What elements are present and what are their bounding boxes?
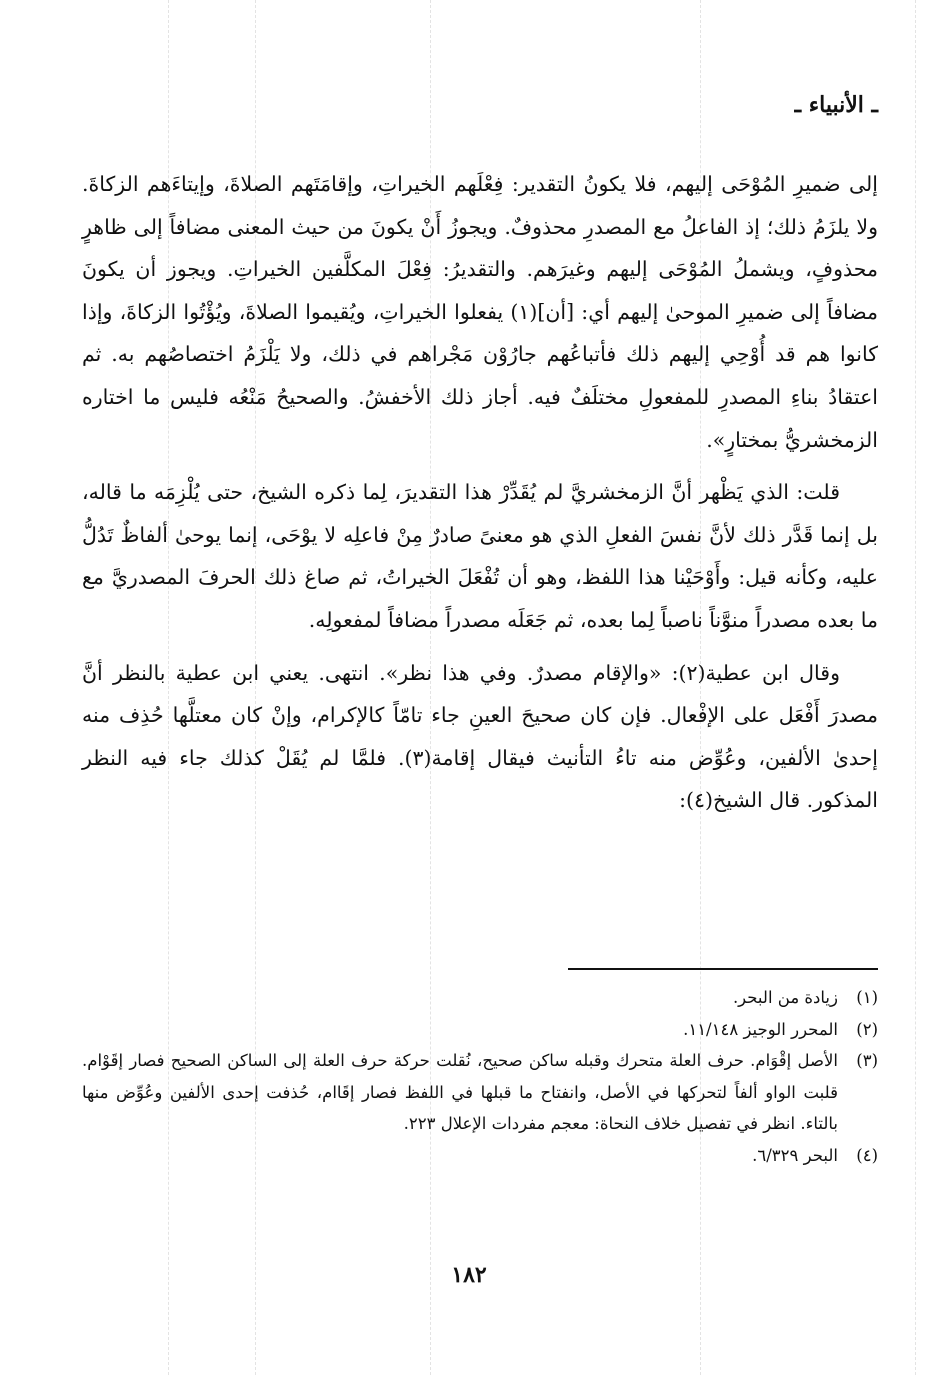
paragraph: وقال ابن عطية(٢): «والإقام مصدرٌ. وفي هذا نظر». انتهى. يعني ابن عطية بالنظر أنَّ مصدرَ أَفْعَل على الإفْعال. فإن كان صحيحَ العينِ جاء تامّاً كالإكرام، وإنْ كان معتلَّها حُذِف منه إحدىٰ الألفين، وعُوِّض منه تاءُ التأنيث فيقال إقامة(٣). فلمَّا لم يُقَلْ كذلك جاء فيه النظر المذكور. قال الشيخ(٤): [82, 660, 878, 813]
footnote-number: (٤) [856, 1145, 878, 1165]
footnote-number: (٣) [856, 1051, 878, 1070]
footnote [82, 1140, 878, 1172]
footnote-text: البحر ٦/٣٢٩. [752, 1145, 838, 1165]
footnote [82, 1045, 878, 1140]
running-header: ـ الأنبياء ـ [794, 92, 878, 118]
footnote-number: (١) [856, 988, 878, 1007]
footnote-number: (٢) [856, 1019, 878, 1039]
page-number: ١٨٢ [451, 1262, 487, 1288]
footnote-text: المحرر الوجيز ١١/١٤٨. [683, 1019, 838, 1039]
footnote [82, 1014, 878, 1046]
footnote-text: الأصل إقْوَام. حرف العلة متحرك وقبله ساكن صحيح، نُقلت حركة حرف العلة إلى الساكن الصحيح فصار إقَوْام. قلبت الواو ألفاً لتحركها في الأصل، وانفتاح ما قبلها في اللفظ فصار إقَاام، حُذفت إحدى الألفين وعُوِّض منها بالتاء. انظر في تفصيل خلاف النحاة: معجم مفردات الإعلال ٢٢٣. [82, 1051, 838, 1133]
footnote-separator [568, 968, 878, 970]
footnote [82, 982, 878, 1014]
paragraph: إلى ضميرِ المُوْحَى إليهم، فلا يكونُ التقدير: فِعْلَهم الخيراتِ، وإقامَتَهم الصلاةَ، وإيتاءَهم الزكاةَ. ولا يلزَمُ ذلك؛ إذ الفاعلُ مع المصدرِ محذوفٌ. ويجوزُ أَنْ يكونَ من حيث المعنى مضافاً إلى ظاهرٍ محذوفٍ، ويشملُ المُوْحَى إليهم وغيرَهم. والتقديرُ: فِعْلَ المكلَّفين الخيراتِ. ويجوز أن يكونَ مضافاً إلى ضميرِ الموحىٰ إليهم أي: [أن](١) يفعلوا الخيراتِ، ويُقيموا الصلاةَ، ويُؤْتُوا الزكاةَ، وإذا كانوا هم قد أُوْحِي إليهم ذلك فأتباعُهم جارُوْن مَجْراهم في ذلك، ولا يَلْزَمُ اختصاصُهم به. ثم اعتقادُ بناءِ المصدرِ للمفعولِ مختلَفٌ فيه. أجاز ذلك الأخفشُ. والصحيحُ مَنْعُه فليس ما اختاره الزمخشريُّ بمختارٍ». [82, 172, 878, 452]
footnotes [82, 982, 878, 1171]
footnote-text: زيادة من البحر. [732, 988, 838, 1007]
paragraph: قلت: الذي يَظْهر أنَّ الزمخشريَّ لم يُقَدِّرْ هذا التقديرَ، لِما ذكره الشيخ، حتى يُلْزِمَه ما قاله، بل إنما قَدَّر ذلك لأنَّ نفسَ الفعلِ الذي هو معنىً صادرٌ مِنْ فاعلِه لا يوْحَى، إنما يوحىٰ ألفاظٌ تَدُلُّ عليه، وكأنه قيل: وأَوْحَيْنا هذا اللفظ، وهو أن تُفْعَلَ الخيراتُ، ثم صاغ ذلك الحرفَ المصدريَّ مع ما بعده مصدراً منوَّناً ناصباً لِما بعده، ثم جَعَلَه مصدراً مضافاً لمفعولِه. [82, 480, 878, 632]
main-text [82, 163, 878, 832]
scan-guide-line [915, 0, 916, 1375]
